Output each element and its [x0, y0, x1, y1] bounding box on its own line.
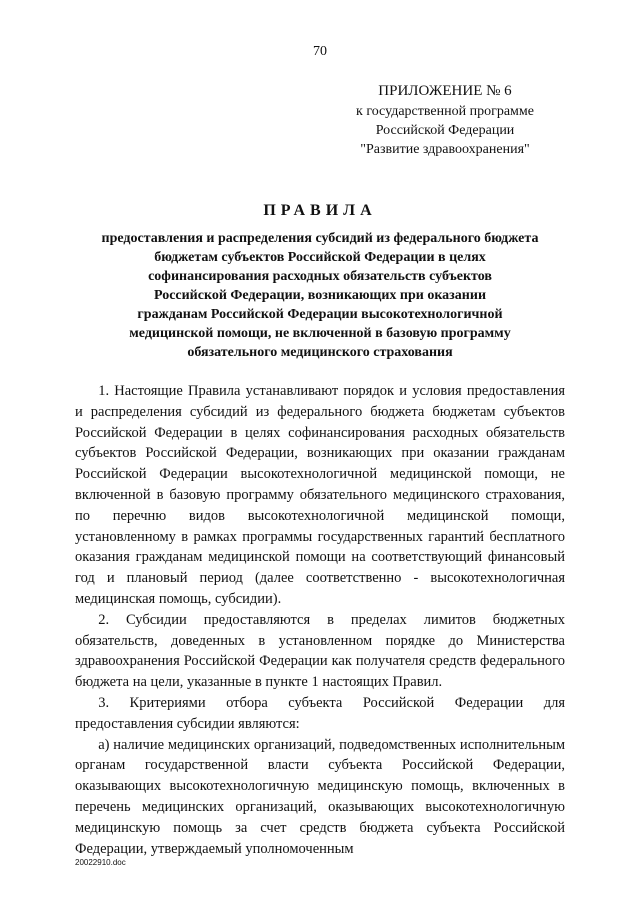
subtitle-line: бюджетам субъектов Российской Федерации в целях: [154, 250, 486, 265]
file-name-footer: 20022910.doc: [75, 858, 126, 867]
document-title: ПРАВИЛА: [263, 202, 377, 219]
appendix-line: "Развитие здравоохранения": [360, 142, 530, 157]
subtitle-line: софинансирования расходных обязательств субъектов: [148, 269, 492, 284]
subtitle-line: медицинской помощи, не включенной в базовую программу: [129, 326, 511, 341]
document-subtitle: [60, 229, 580, 362]
appendix-heading: ПРИЛОЖЕНИЕ № 6: [378, 83, 512, 99]
appendix-line: к государственной программе: [356, 104, 534, 119]
subtitle-line: предоставления и распределения субсидий из федерального бюджета: [101, 231, 539, 246]
appendix-block: [330, 82, 560, 159]
paragraph-3a: а) наличие медицинских организаций, подведомственных исполнительным органам государственной власти субъекта Российской Федерации, оказывающих высокотехнологичную медицинскую помощь, включенных в перечень медицинских организаций, оказывающих высокотехнологичную медицинскую помощь за счет средств бюджета субъекта Российской Федерации, утверждаемый уполномоченным: [75, 736, 565, 857]
subtitle-line: гражданам Российской Федерации высокотехнологичной: [137, 307, 503, 322]
appendix-line: Российской Федерации: [375, 123, 515, 138]
subtitle-line: обязательного медицинского страхования: [187, 345, 453, 360]
paragraph-3: 3. Критериями отбора субъекта Российской Федерации для предоставления субсидии являются:: [75, 694, 565, 732]
paragraph-2: 2. Субсидии предоставляются в пределах лимитов бюджетных обязательств, доведенных в установленном порядке до Министерства здравоохранения Российской Федерации как получателя средств федерального бюджета на цели, указанные в пункте 1 настоящих Правил.: [75, 611, 565, 691]
paragraph-1: 1. Настоящие Правила устанавливают порядок и условия предоставления и распределения субсидий из федерального бюджета бюджетам субъектов Российской Федерации в целях софинансирования расходных обязательств субъектов Российской Федерации, возникающих при оказании гражданам Российской Федерации высокотехнологичной медицинской помощи, не включенной в базовую программу обязательного медицинского страхования, по перечню видов высокотехнологичной медицинской помощи, установленному в рамках программы государственных гарантий бесплатного оказания гражданам медицинской помощи на соответствующий финансовый год и плановый период (далее соответственно - высокотехнологичная медицинская помощь, субсидии).: [75, 383, 565, 607]
subtitle-line: Российской Федерации, возникающих при оказании: [153, 288, 487, 303]
page-number: 70: [313, 44, 327, 59]
document-body: [75, 381, 565, 859]
